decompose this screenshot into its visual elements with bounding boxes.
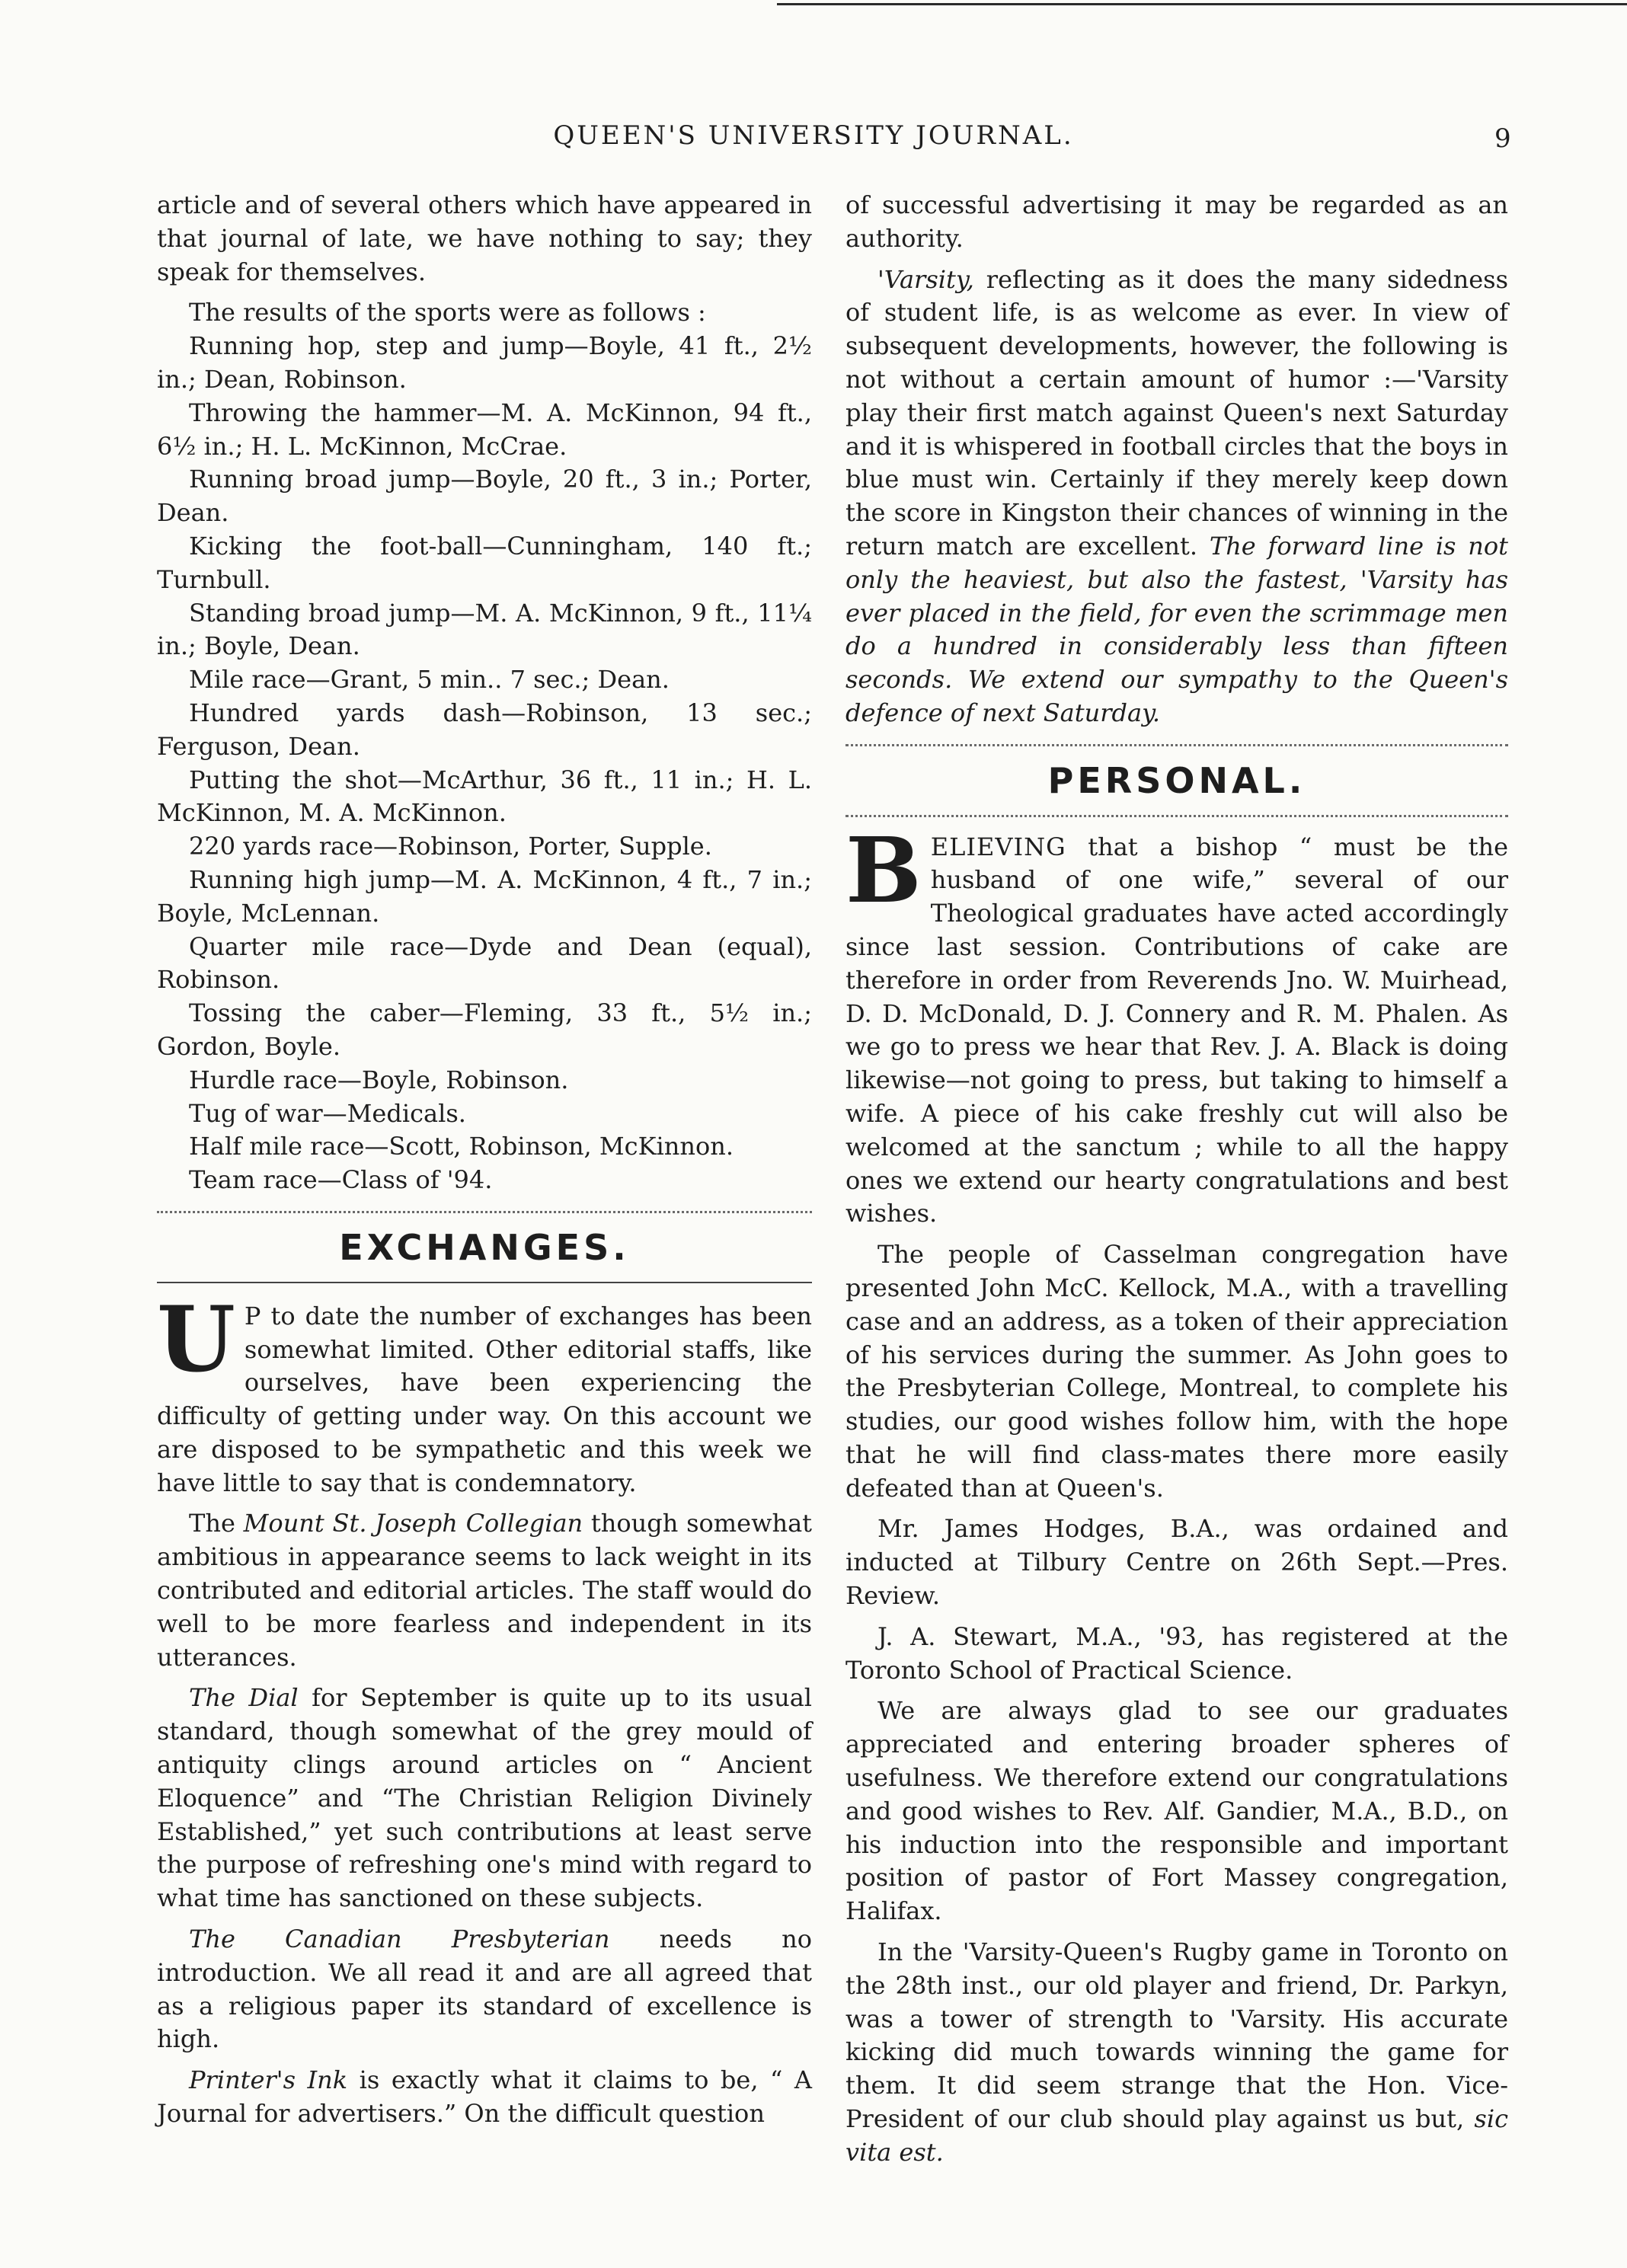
small-caps-lead: ELIEVING — [930, 832, 1066, 861]
heading-rule — [157, 1282, 812, 1283]
text-run: reflecting as it does the many sidedness of student life, is as welcome as ever. In view of subsequent developments, however, the following is not without a certain amount of humor :—'Varsity play their first match against Queen's next Saturday and it is whispered in football circles that the boys in blue must win. Certainly if they merely keep down the score in Kingston their chances of winning in the return match are excellent. — [845, 264, 1508, 561]
exchanges-heading: EXCHANGES. — [339, 1226, 630, 1268]
intro-paragraph: article and of several others which have appeared in that journal of late, we have nothing to say; they speak for themselves. — [157, 190, 812, 286]
latin-phrase: sic vita est. — [845, 2104, 1508, 2167]
text-run: though somewhat ambitious in appearance seems to lack weight in its contributed and editorial articles. The staff would do well to be more fearless and independent in its utterances. — [157, 1509, 812, 1672]
publication-title: 'Varsity, — [877, 264, 974, 294]
left-column — [157, 189, 812, 2139]
result-item: Standing broad jump—M. A. McKinnon, 9 ft., 11¼ in.; Boyle, Dean. — [157, 598, 812, 661]
result-item: Throwing the hammer—M. A. McKinnon, 94 ft., 6½ in.; H. L. McKinnon, McCrae. — [157, 398, 812, 461]
publication-title: Printer's Ink — [189, 2065, 348, 2095]
gandier-paragraph: We are always glad to see our graduates appreciated and entering broader spheres of usefulness. We therefore extend our congratulations and good wishes to Rev. Alf. Gandier, M.A., B.D., on his induction into the responsible and important position of pastor of Fort Massey congregation, Halifax. — [845, 1696, 1508, 1926]
publication-title: The Canadian Presbyterian — [189, 1925, 610, 1954]
result-item: Running hop, step and jump—Boyle, 41 ft., 2½ in.; Dean, Robinson. — [157, 331, 812, 394]
text-run: In the 'Varsity-Queen's Rugby game in Toronto on the 28th inst., our old player and friend, Dr. Parkyn, was a tower of strength to 'Varsity. His accurate kicking did much towards winning the game for them. It did seem strange that the Hon. Vice-President of our club should play against us but, — [845, 1937, 1508, 2134]
quoted-italic: The forward line is not only the heaviest, but also the fastest, 'Varsity has ever placed in the field, for even the scrimmage men do a hundred in considerably less than fifteen seconds. We extend our sympathy to the Queen's defence of next Saturday. — [845, 531, 1509, 727]
hodges-paragraph: Mr. James Hodges, B.A., was ordained and inducted at Tilbury Centre on 26th Sept.—Pres. Review. — [845, 1514, 1508, 1611]
result-item: Putting the shot—McArthur, 36 ft., 11 in.; H. L. McKinnon, M. A. McKinnon. — [157, 765, 812, 828]
result-item: Mile race—Grant, 5 min.. 7 sec.; Dean. — [189, 665, 670, 695]
result-item: Half mile race—Scott, Robinson, McKinnon. — [189, 1132, 734, 1161]
result-item: Team race—Class of '94. — [189, 1165, 493, 1195]
result-item: Running broad jump—Boyle, 20 ft., 3 in.; Porter, Dean. — [157, 465, 812, 528]
publication-title: Mount St. Joseph Collegian — [243, 1509, 583, 1538]
collegian-paragraph — [157, 1507, 812, 1674]
result-item: Hundred yards dash—Robinson, 13 sec.; Ferguson, Dean. — [157, 698, 812, 761]
page-number: 9 — [1494, 123, 1511, 154]
presbyterian-paragraph — [157, 1923, 812, 2056]
result-item: 220 yards race—Robinson, Porter, Supple. — [189, 832, 712, 861]
printers-ink-paragraph — [157, 2064, 812, 2131]
text-run: is exactly what it claims to be, “ A Journal for advertisers.” On the difficult question — [157, 2065, 813, 2129]
result-item: Hurdle race—Boyle, Robinson. — [189, 1065, 569, 1094]
page-header — [0, 120, 1627, 166]
drop-cap: B — [845, 816, 922, 923]
text-run: that a bishop “ must be the husband of one wife,” several of our Theological graduates have acted accordingly since last session. Contributions of cake are therefore in order from Reverends Jno. W. Muirhead, D. D. McDonald, D. J. Connery and R. M. Phalen. As we go to press we hear that Rev. J. A. Black is doing likewise—not going to press, but taking to himself a wife. A piece of his cake freshly cut will also be welcomed at the sanctum ; while to all the happy ones we extend our hearty congratulations and best wishes. — [845, 832, 1508, 1228]
personal-paragraph — [845, 816, 1508, 1231]
result-item: Quarter mile race—Dyde and Dean (equal), Robinson. — [157, 931, 812, 995]
varsity-paragraph — [845, 264, 1508, 730]
result-item: Tossing the caber—Fleming, 33 ft., 5½ in.; Gordon, Boyle. — [157, 998, 812, 1061]
section-divider — [157, 1211, 812, 1213]
continued-paragraph: of successful advertising it may be regarded as an authority. — [845, 190, 1508, 253]
results-intro: The results of the sports were as follows : — [189, 298, 706, 327]
running-title: QUEEN'S UNIVERSITY JOURNAL. — [553, 120, 1074, 151]
publication-title: The Dial — [189, 1683, 299, 1713]
results-list — [157, 330, 812, 1197]
casselman-paragraph: The people of Casselman congregation have presented John McC. Kellock, M.A., with a travelling case and an address, as a token of their appreciation of his services during the summer. As John goes to the Presbyterian College, Montreal, to complete his studies, our good wishes follow him, with the hope that he will find class-mates there more easily defeated than at Queen's. — [845, 1240, 1508, 1503]
right-column — [845, 189, 1508, 2177]
drop-cap: U — [157, 1286, 235, 1392]
personal-heading: PERSONAL. — [1047, 759, 1306, 801]
result-item: Kicking the foot-ball—Cunningham, 140 ft.; Turnbull. — [157, 531, 812, 594]
dial-paragraph — [157, 1682, 812, 1915]
top-rule — [777, 3, 1627, 5]
exchanges-text: P to date the number of exchanges has been somewhat limited. Other editorial staffs, like ourselves, have been experiencing the difficulty of getting under way. On this account we are disposed to be sympathetic and this week we have little to say that is condemnatory. — [157, 1301, 812, 1497]
text-run: needs no introduction. We all read it and are all agreed that as a religious paper its standard of excellence is high. — [157, 1925, 813, 2054]
stewart-paragraph: J. A. Stewart, M.A., '93, has registered at the Toronto School of Practical Science. — [845, 1621, 1508, 1685]
section-divider — [845, 744, 1508, 746]
result-item: Tug of war—Medicals. — [189, 1098, 466, 1128]
exchanges-paragraph — [157, 1286, 812, 1500]
text-run: for September is quite up to its usual standard, though somewhat of the grey mould of antiquity clings around articles on “ Ancient Eloquence” and “The Christian Religion Divinely Established,” yet such contributions at least serve the purpose of refreshing one's mind with regard to what time has sanctioned on these subjects. — [157, 1683, 813, 1913]
text-run: The — [189, 1509, 244, 1538]
rugby-paragraph — [845, 1936, 1508, 2170]
heading-rule — [845, 815, 1508, 817]
result-item: Running high jump—M. A. McKinnon, 4 ft., 7 in.; Boyle, McLennan. — [157, 864, 812, 928]
